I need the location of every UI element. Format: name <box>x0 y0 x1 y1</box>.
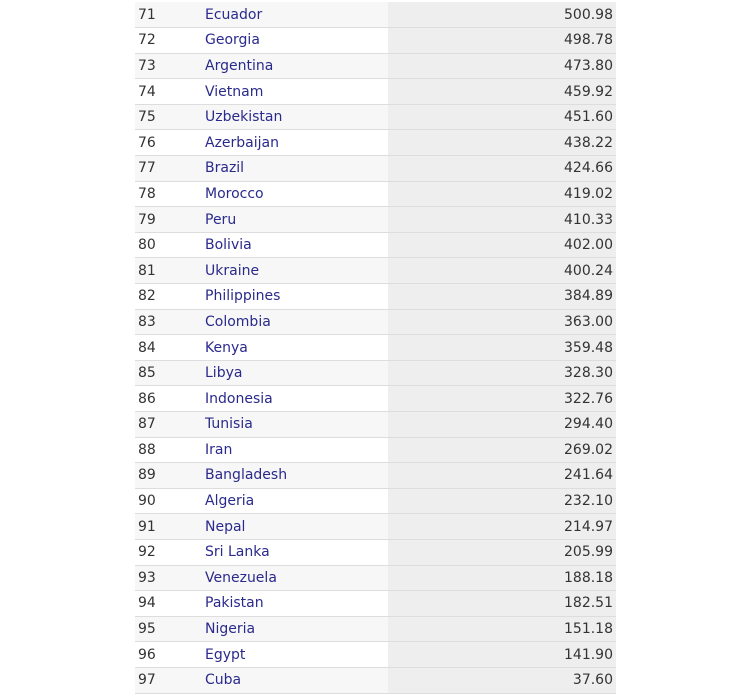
country-link[interactable]: Brazil <box>205 160 245 177</box>
table-row <box>135 104 616 130</box>
rank-cell: 79 <box>135 207 197 233</box>
value-cell: 232.10 <box>388 488 616 514</box>
rank-cell: 82 <box>135 284 197 310</box>
country-cell <box>197 667 388 693</box>
country-link[interactable]: Algeria <box>205 493 255 510</box>
value-cell: 205.99 <box>388 539 616 565</box>
value-cell: 419.02 <box>388 181 616 207</box>
country-link[interactable]: Indonesia <box>205 390 273 407</box>
country-cell <box>197 437 388 463</box>
country-cell <box>197 360 388 386</box>
value-cell: 241.64 <box>388 463 616 489</box>
country-cell <box>197 591 388 617</box>
country-cell <box>197 386 388 412</box>
table-row <box>135 360 616 386</box>
value-cell: 424.66 <box>388 156 616 182</box>
country-cell <box>197 207 388 233</box>
rank-cell: 77 <box>135 156 197 182</box>
table-row <box>135 207 616 233</box>
value-cell: 294.40 <box>388 412 616 438</box>
country-cell <box>197 156 388 182</box>
ranking-table-body <box>135 2 616 693</box>
value-cell: 322.76 <box>388 386 616 412</box>
table-row <box>135 335 616 361</box>
country-cell <box>197 463 388 489</box>
country-link[interactable]: Egypt <box>205 646 246 663</box>
rank-cell: 87 <box>135 412 197 438</box>
country-cell <box>197 28 388 54</box>
country-cell <box>197 284 388 310</box>
country-link[interactable]: Bolivia <box>205 237 252 254</box>
country-cell <box>197 616 388 642</box>
value-cell: 151.18 <box>388 616 616 642</box>
country-cell <box>197 130 388 156</box>
table-row <box>135 463 616 489</box>
table-row <box>135 28 616 54</box>
table-row <box>135 642 616 668</box>
rank-cell: 74 <box>135 79 197 105</box>
rank-cell: 91 <box>135 514 197 540</box>
country-cell <box>197 642 388 668</box>
value-cell: 182.51 <box>388 591 616 617</box>
rank-cell: 73 <box>135 53 197 79</box>
country-link[interactable]: Venezuela <box>205 569 277 586</box>
table-row <box>135 53 616 79</box>
table-row <box>135 79 616 105</box>
rank-cell: 88 <box>135 437 197 463</box>
table-row <box>135 488 616 514</box>
ranking-table <box>135 2 616 694</box>
country-link[interactable]: Cuba <box>205 672 242 689</box>
table-row <box>135 386 616 412</box>
table-row <box>135 412 616 438</box>
rank-cell: 83 <box>135 309 197 335</box>
value-cell: 328.30 <box>388 360 616 386</box>
value-cell: 37.60 <box>388 667 616 693</box>
country-cell <box>197 565 388 591</box>
country-cell <box>197 181 388 207</box>
rank-cell: 93 <box>135 565 197 591</box>
value-cell: 400.24 <box>388 258 616 284</box>
country-link[interactable]: Philippines <box>205 288 281 305</box>
country-link[interactable]: Pakistan <box>205 595 264 612</box>
country-cell <box>197 335 388 361</box>
country-cell <box>197 539 388 565</box>
value-cell: 438.22 <box>388 130 616 156</box>
country-link[interactable]: Nepal <box>205 518 246 535</box>
value-cell: 473.80 <box>388 53 616 79</box>
country-cell <box>197 79 388 105</box>
table-row <box>135 565 616 591</box>
value-cell: 498.78 <box>388 28 616 54</box>
table-row <box>135 130 616 156</box>
table-row <box>135 156 616 182</box>
table-row <box>135 284 616 310</box>
country-link[interactable]: Azerbaijan <box>205 134 279 151</box>
ranking-table-container <box>135 2 616 694</box>
country-cell <box>197 514 388 540</box>
rank-cell: 71 <box>135 2 197 28</box>
country-link[interactable]: Ukraine <box>205 262 260 279</box>
country-link[interactable]: Uzbekistan <box>205 109 283 126</box>
rank-cell: 75 <box>135 104 197 130</box>
table-row <box>135 181 616 207</box>
country-link[interactable]: Libya <box>205 365 243 382</box>
value-cell: 451.60 <box>388 104 616 130</box>
rank-cell: 86 <box>135 386 197 412</box>
table-row <box>135 616 616 642</box>
country-link[interactable]: Vietnam <box>205 83 264 100</box>
value-cell: 363.00 <box>388 309 616 335</box>
table-row <box>135 2 616 28</box>
rank-cell: 95 <box>135 616 197 642</box>
value-cell: 384.89 <box>388 284 616 310</box>
country-link[interactable]: Iran <box>205 441 233 458</box>
value-cell: 359.48 <box>388 335 616 361</box>
rank-cell: 72 <box>135 28 197 54</box>
rank-cell: 81 <box>135 258 197 284</box>
value-cell: 214.97 <box>388 514 616 540</box>
country-cell <box>197 488 388 514</box>
country-link[interactable]: Ecuador <box>205 6 263 23</box>
country-link[interactable]: Georgia <box>205 32 260 49</box>
rank-cell: 97 <box>135 667 197 693</box>
country-link[interactable]: Tunisia <box>205 416 253 433</box>
country-link[interactable]: Morocco <box>205 185 264 202</box>
table-row <box>135 667 616 693</box>
value-cell: 269.02 <box>388 437 616 463</box>
rank-cell: 94 <box>135 591 197 617</box>
rank-cell: 84 <box>135 335 197 361</box>
table-row <box>135 258 616 284</box>
rank-cell: 96 <box>135 642 197 668</box>
country-cell <box>197 53 388 79</box>
country-link[interactable]: Kenya <box>205 339 248 356</box>
country-link[interactable]: Bangladesh <box>205 467 288 484</box>
rank-cell: 89 <box>135 463 197 489</box>
value-cell: 141.90 <box>388 642 616 668</box>
value-cell: 402.00 <box>388 232 616 258</box>
rank-cell: 78 <box>135 181 197 207</box>
value-cell: 410.33 <box>388 207 616 233</box>
country-cell <box>197 2 388 28</box>
table-row <box>135 514 616 540</box>
country-link[interactable]: Colombia <box>205 313 271 330</box>
country-cell <box>197 412 388 438</box>
table-row <box>135 232 616 258</box>
rank-cell: 85 <box>135 360 197 386</box>
country-link[interactable]: Sri Lanka <box>205 544 270 561</box>
table-row <box>135 309 616 335</box>
country-link[interactable]: Nigeria <box>205 621 256 638</box>
table-row <box>135 437 616 463</box>
country-link[interactable]: Peru <box>205 211 237 228</box>
rank-cell: 80 <box>135 232 197 258</box>
rank-cell: 76 <box>135 130 197 156</box>
country-cell <box>197 258 388 284</box>
rank-cell: 92 <box>135 539 197 565</box>
country-cell <box>197 232 388 258</box>
country-link[interactable]: Argentina <box>205 57 274 74</box>
value-cell: 500.98 <box>388 2 616 28</box>
table-row <box>135 539 616 565</box>
value-cell: 188.18 <box>388 565 616 591</box>
country-cell <box>197 104 388 130</box>
country-cell <box>197 309 388 335</box>
table-row <box>135 591 616 617</box>
value-cell: 459.92 <box>388 79 616 105</box>
rank-cell: 90 <box>135 488 197 514</box>
